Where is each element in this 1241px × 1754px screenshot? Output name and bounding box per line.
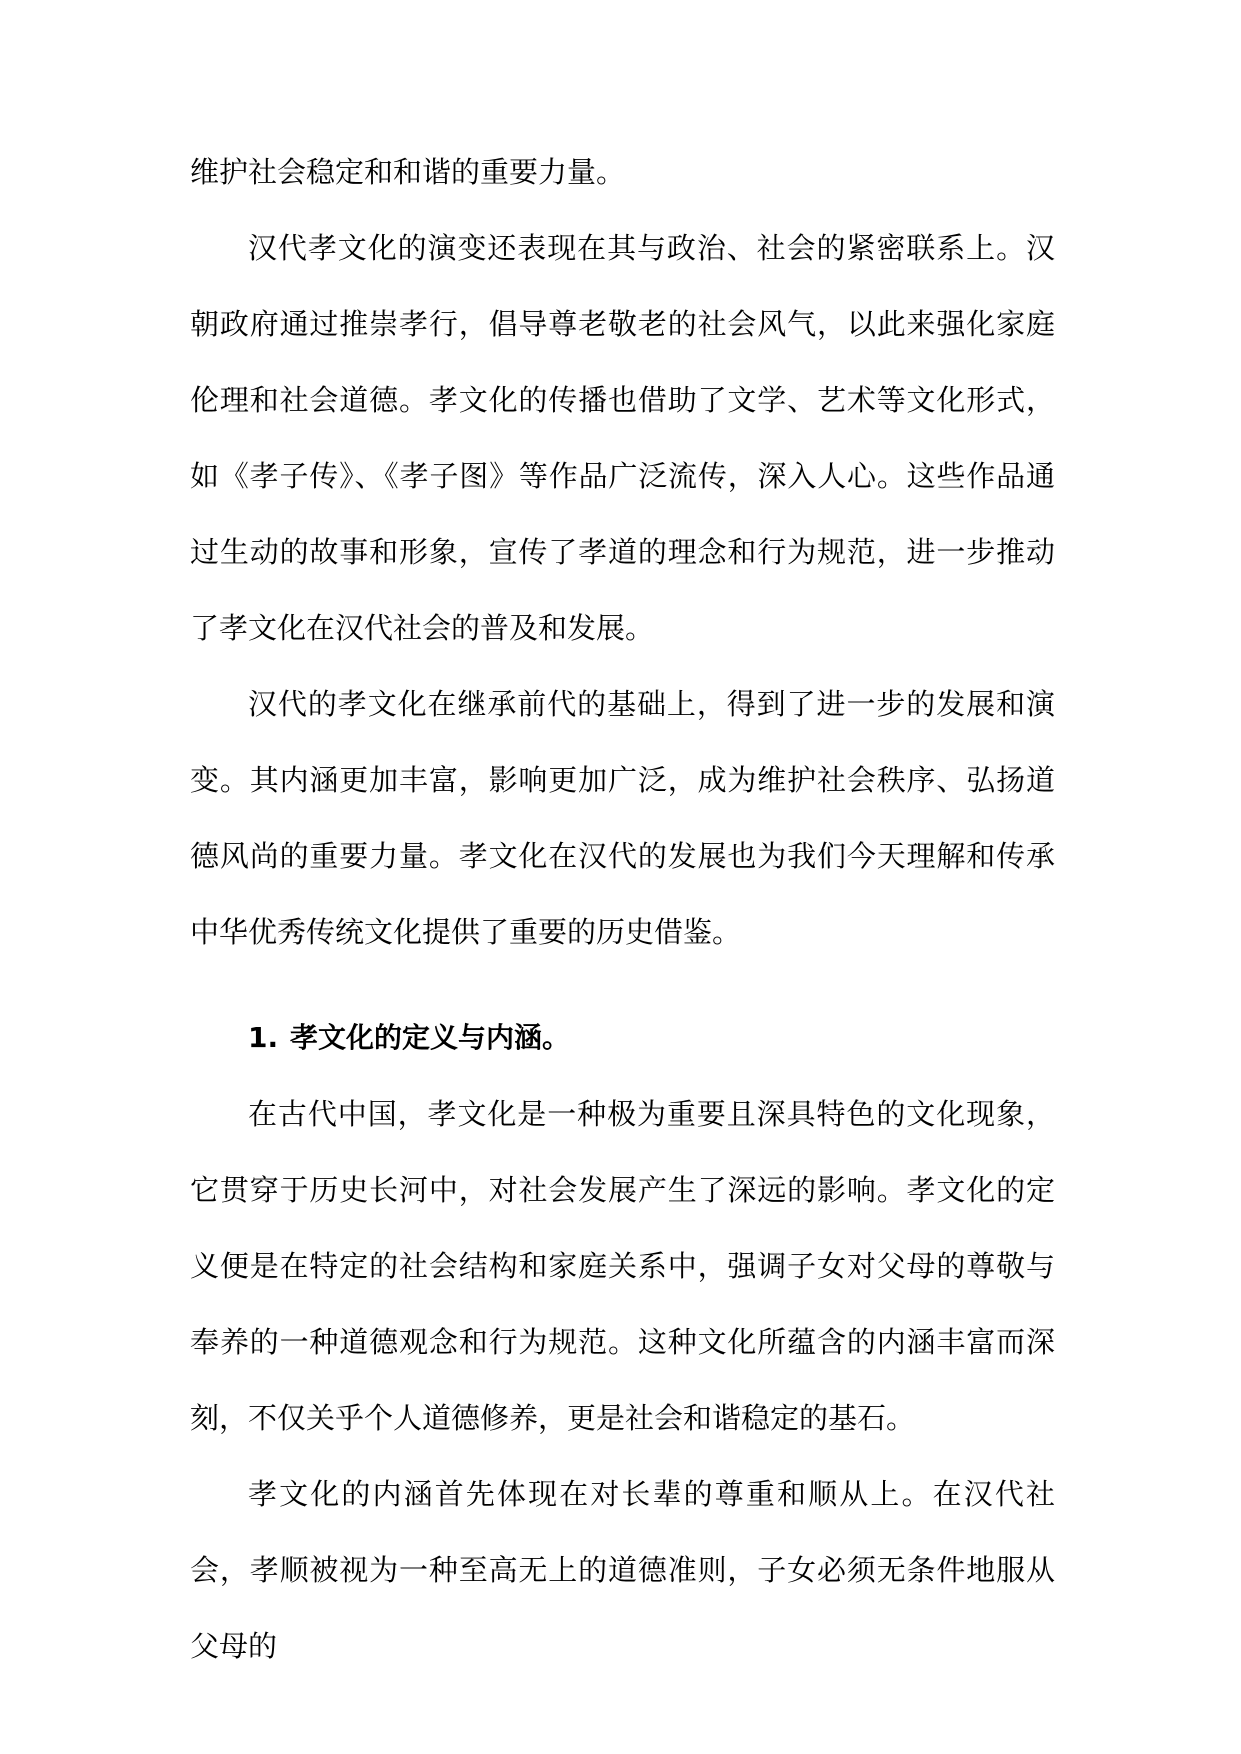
paragraph-han-evolution: 汉代孝文化的演变还表现在其与政治、社会的紧密联系上。汉朝政府通过推崇孝行，倡导尊老敬老的社会风气，以此来强化家庭伦理和社会道德。孝文化的传播也借助了文学、艺术等文化形式，如《孝子传》、《孝子图》等作品广泛流传，深入人心。这些作品通过生动的故事和形象，宣传了孝道的理念和行为规范，进一步推动了孝文化在汉代社会的普及和发展。 — [190, 231, 1055, 645]
section-number: 1. — [248, 1021, 279, 1054]
section-title: 孝文化的定义与内涵。 — [290, 1021, 571, 1054]
section-heading — [248, 1000, 570, 1076]
paragraph-definition: 在古代中国，孝文化是一种极为重要且深具特色的文化现象，它贯穿于历史长河中，对社会发展产生了深远的影响。孝文化的定义便是在特定的社会结构和家庭关系中，强调子女对父母的尊敬与奉养的一种道德观念和行为规范。这种文化所蕴含的内涵丰富而深刻，不仅关乎个人道德修养，更是社会和谐稳定的基石。 — [190, 1097, 1055, 1435]
paragraph-continuation: 维护社会稳定和和谐的重要力量。 — [190, 155, 626, 189]
paragraph-connotation: 孝文化的内涵首先体现在对长辈的尊重和顺从上。在汉代社会，孝顺被视为一种至高无上的道德准则，子女必须无条件地服从父母的 — [190, 1477, 1055, 1663]
paragraph-han-summary: 汉代的孝文化在继承前代的基础上，得到了进一步的发展和演变。其内涵更加丰富，影响更加广泛，成为维护社会秩序、弘扬道德风尚的重要力量。孝文化在汉代的发展也为我们今天理解和传承中华优秀传统文化提供了重要的历史借鉴。 — [190, 687, 1055, 949]
